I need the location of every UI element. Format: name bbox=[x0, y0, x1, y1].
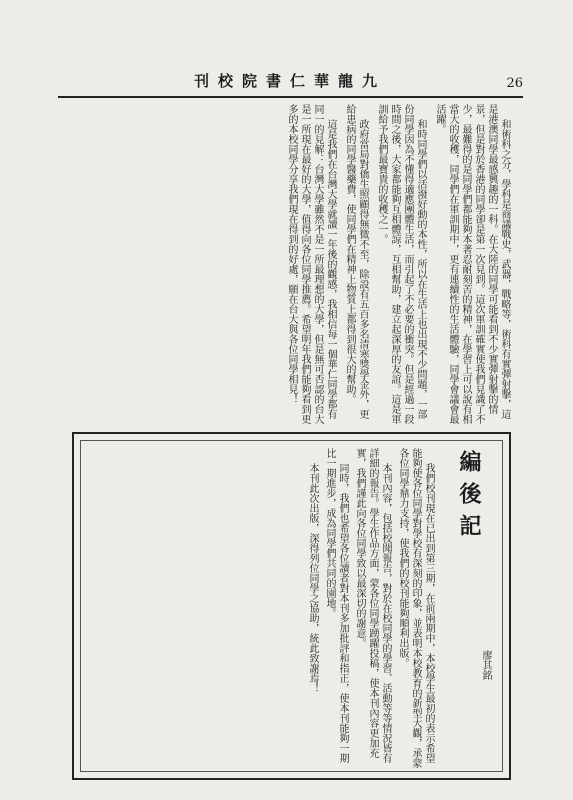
article-paragraph: 和術科之分，學科是商議戰史，武器，戰略等，術科有實彈射擊，這是港澳同學最感興趣的一科。在大陸的同學可能看到不少實彈射擊的情景，但是對於香港的同學卻是第一次見到。這次軍訓確實使我們見識了不少，最難得的是同學們都能夠本著忍耐刻苦的精神，在學習上可以說有相當大的收穫，同學們在軍訓期中，更有連續性的生活體驗，同學會議會最活躍。 bbox=[434, 104, 510, 424]
article-body bbox=[59, 104, 511, 426]
article-paragraph: 政府當局對僑生照顧得無微不至，除設有五百多名清寒獎學金外，更給患病的同學醫藥費，使同學們在精神上物質上都得到很大的幫助。 bbox=[344, 104, 368, 419]
postscript-paragraph: 我們校刊現在已出到第三期，在前兩期中，本校學生最初的表示希望能夠使各位同學對學校有深刻的印象，並表明本校教育的新型大觀，承蒙各位同學鼎力支持，使我們的校刊能夠順利出版。 bbox=[397, 448, 434, 768]
header-rule bbox=[58, 96, 523, 98]
postscript-paragraph: 本刊此次出版，深得列位同學之協助，統此致謝焉！ bbox=[307, 463, 318, 693]
running-header: 刊校院書仁華龍九 bbox=[193, 72, 386, 90]
page-number: 26 bbox=[506, 76, 523, 91]
article-paragraph: 這是我們在台灣大學就讀一年後的觀感，我相信每一個華仁同學都有同一的見解：台灣大學雖然不是一所最理想的大學，但是無可否認的台大是一所現在最好的大學，值得向各位同學推薦。希望明年我們能夠看到更多的本校同學分享我們現在得到的好處，願在台大與各位同學相見！ bbox=[286, 104, 336, 424]
postscript-paragraph: 本刊內容，包括校聞報告，對於在校同學的學習、活動等等情況皆有詳細的報告。學生作品方面，蒙各位同學踴躍投稿，使本刊內容更加充實，我們謹此向各位同學致以最深切的謝意。 bbox=[354, 448, 391, 763]
postscript-author: 廖其銘 bbox=[480, 650, 491, 680]
postscript-box bbox=[72, 432, 511, 780]
postscript-body bbox=[80, 448, 435, 768]
article-paragraph: 和時同學們以活潑好動的本性，所以在生活上也出現不少問題，一部份同學因為不懂得適應團體生活，而引起了不必要的衝突。但是經過一段時間之後，大家都能夠互相體諒，互相幫助，建立起深厚的友誼。這是軍訓給予我們最寶貴的收穫之一。 bbox=[376, 104, 426, 424]
postscript-paragraph: 同時，我們也希望各位讀者對本刊多加批評和指正，使本刊能夠一期比一期進步，成為同學們共同的園地。 bbox=[324, 448, 348, 763]
postscript-title: 編後記 bbox=[456, 450, 482, 546]
